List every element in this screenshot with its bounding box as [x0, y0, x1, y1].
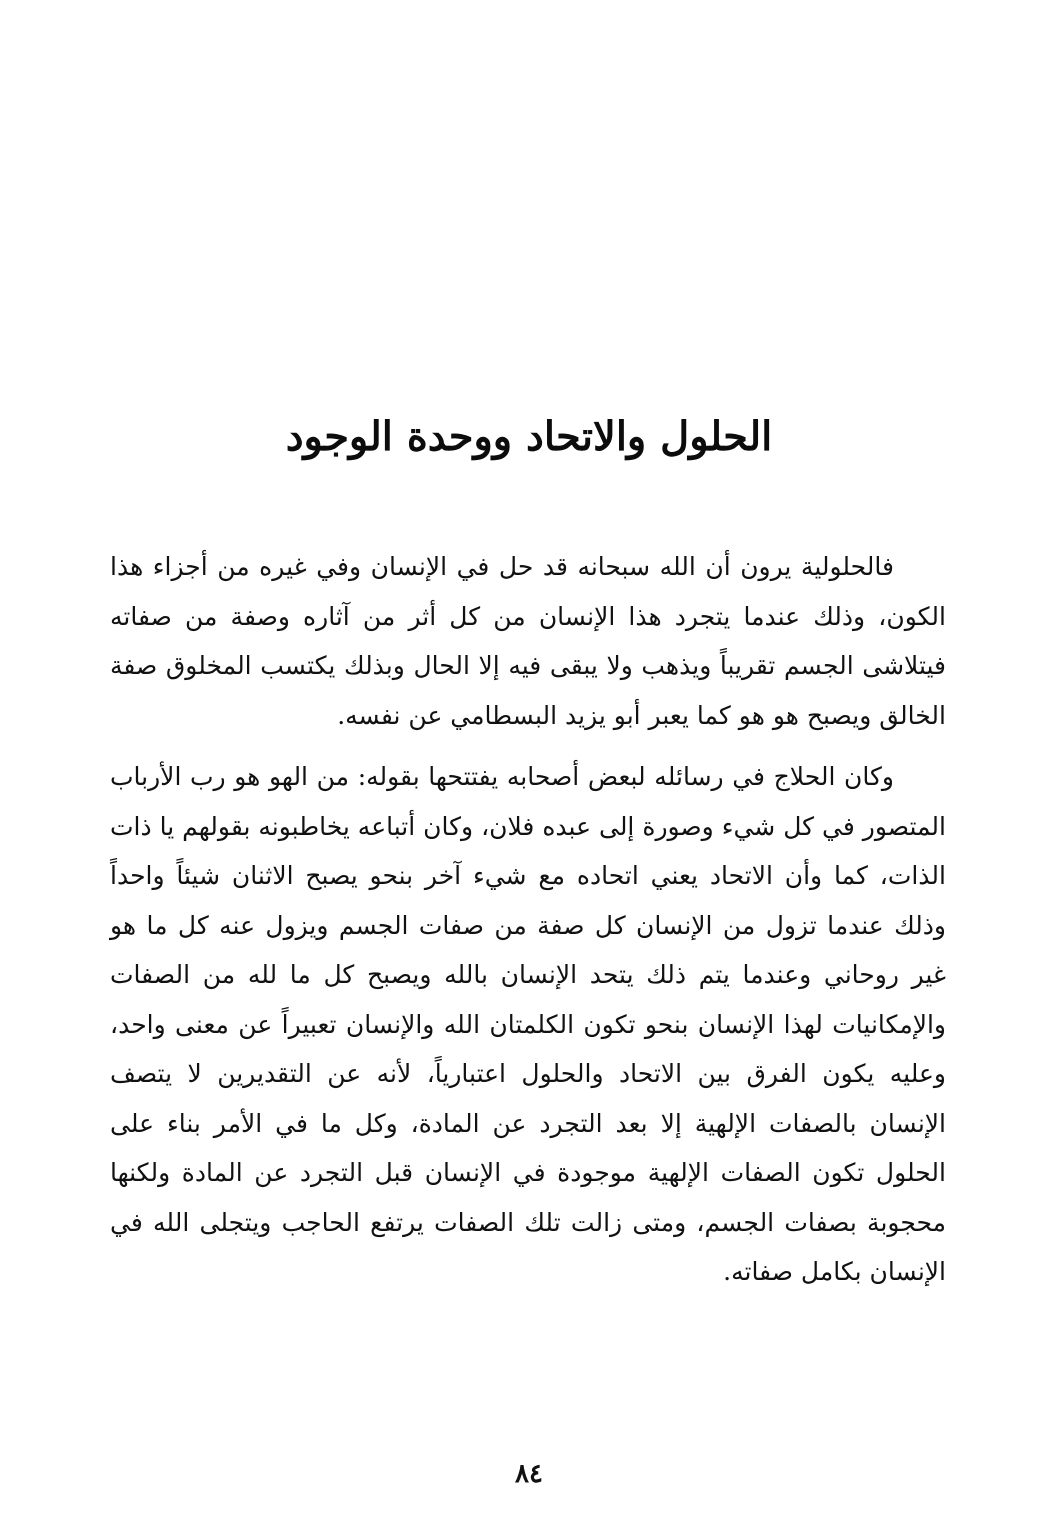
paragraph-1: فالحلولية يرون أن الله سبحانه قد حل في الإنسان وفي غيره من أجزاء هذا الكون، وذلك عندما يتجرد هذا الإنسان من كل أثر من آثاره وصفة من صفاته فيتلاشى الجسم تقريباً ويذهب ولا يبقى فيه إلا الحال وبذلك يكتسب المخلوق صفة الخالق ويصبح هو هو كما يعبر أبو يزيد البسطامي عن نفسه.: [110, 552, 946, 730]
body-text: [110, 542, 946, 1297]
page-number: ٨٤: [515, 1459, 543, 1489]
chapter-title: الحلول والاتحاد ووحدة الوجود: [285, 412, 773, 460]
paragraph-2: وكان الحلاج في رسائله لبعض أصحابه يفتتحها بقوله: من الهو هو رب الأرباب المتصور في كل شيء وصورة إلى عبده فلان، وكان أتباعه يخاطبونه بقولهم يا ذات الذات، كما وأن الاتحاد يعني اتحاده مع شيء آخر بنحو يصبح الاثنان شيئاً واحداً وذلك عندما تزول من الإنسان كل صفة من صفات الجسم ويزول عنه كل ما هو غير روحاني وعندما يتم ذلك يتحد الإنسان بالله ويصبح كل ما لله من الصفات والإمكانيات لهذا الإنسان بنحو تكون الكلمتان الله والإنسان تعبيراً عن معنى واحد، وعليه يكون الفرق بين الاتحاد والحلول اعتبارياً، لأنه عن التقديرين لا يتصف الإنسان بالصفات الإلهية إلا بعد التجرد عن المادة، وكل ما في الأمر بناء على الحلول تكون الصفات الإلهية موجودة في الإنسان قبل التجرد عن المادة ولكنها محجوبة بصفات الجسم، ومتى زالت تلك الصفات يرتفع الحاجب ويتجلى الله في الإنسان بكامل صفاته.: [110, 762, 946, 1286]
